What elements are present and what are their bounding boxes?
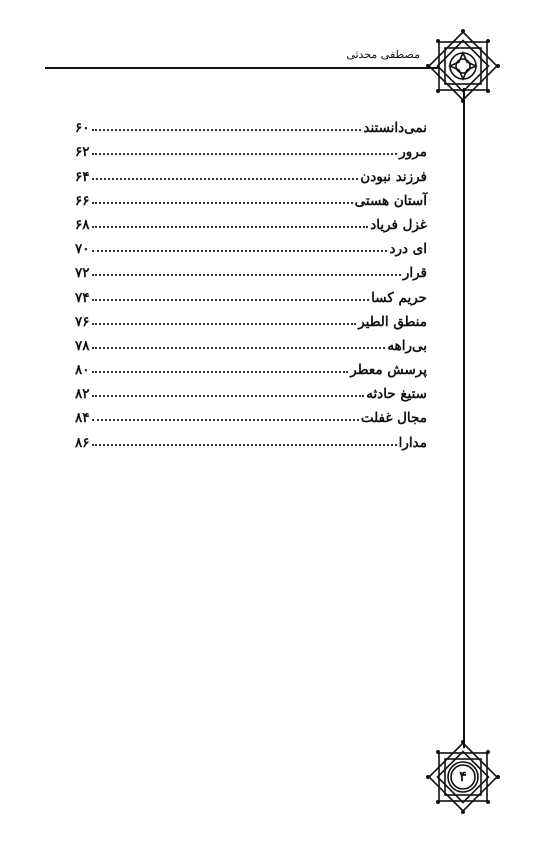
toc-entry[interactable] xyxy=(75,112,427,136)
toc-entry[interactable] xyxy=(75,354,427,378)
toc-entry-page: ۶۸ xyxy=(75,216,90,233)
toc-entry-page: ۷۲ xyxy=(75,265,90,282)
toc-leader-dots xyxy=(92,395,365,397)
toc-entry-title: مجال غفلت xyxy=(360,410,427,427)
toc-entry[interactable] xyxy=(75,281,427,305)
toc-leader-dots xyxy=(92,274,401,276)
toc-leader-dots xyxy=(92,226,369,228)
toc-entry-title: غزل فریاد xyxy=(370,216,427,233)
toc-leader-dots xyxy=(92,347,386,349)
toc-leader-dots xyxy=(92,202,353,204)
toc-entry-page: ۶۰ xyxy=(75,120,90,137)
toc-entry-page: ۷۰ xyxy=(75,241,90,258)
toc-entry-title: مدارا xyxy=(398,434,427,451)
toc-entry-page: ۷۶ xyxy=(75,313,90,330)
toc-entry-title: پرسش معطر xyxy=(350,362,427,379)
toc-entry-page: ۶۲ xyxy=(75,144,90,161)
toc-leader-dots xyxy=(92,323,357,325)
toc-entry[interactable] xyxy=(75,378,427,402)
toc-entry[interactable] xyxy=(75,233,427,257)
table-of-contents xyxy=(75,112,427,451)
toc-entry-page: ۸۴ xyxy=(75,410,90,427)
toc-entry-title: قرار xyxy=(402,265,427,282)
vertical-rule xyxy=(463,88,465,748)
toc-entry-title: منطق الطیر xyxy=(358,313,427,330)
toc-entry-title: مرور xyxy=(399,144,427,161)
page-number: ۴ xyxy=(459,769,467,785)
toc-entry-title: آستان هستی xyxy=(354,192,427,209)
toc-entry-title: ای درد xyxy=(389,241,427,258)
toc-entry[interactable] xyxy=(75,330,427,354)
toc-entry-page: ۸۲ xyxy=(75,386,90,403)
toc-entry[interactable] xyxy=(75,402,427,426)
header-author: مصطفی محدثی xyxy=(346,48,420,61)
toc-entry[interactable] xyxy=(75,160,427,184)
toc-entry-title: نمی‌دانستند xyxy=(363,120,427,137)
toc-entry[interactable] xyxy=(75,426,427,450)
toc-entry[interactable] xyxy=(75,257,427,281)
toc-leader-dots xyxy=(92,371,349,373)
toc-entry-title: بی‌راهه xyxy=(387,337,427,354)
toc-entry-page: ۶۴ xyxy=(75,168,90,185)
toc-entry-title: ستیغ حادثه xyxy=(366,386,427,403)
toc-leader-dots xyxy=(92,299,370,301)
toc-entry-title: حریم کسا xyxy=(371,289,427,306)
toc-entry[interactable] xyxy=(75,185,427,209)
toc-entry-page: ۷۴ xyxy=(75,289,90,306)
toc-entry-page: ۷۸ xyxy=(75,337,90,354)
toc-entry[interactable] xyxy=(75,306,427,330)
header-rule xyxy=(45,67,440,69)
toc-leader-dots xyxy=(92,250,388,252)
toc-leader-dots xyxy=(92,419,359,421)
toc-entry[interactable] xyxy=(75,209,427,233)
toc-leader-dots xyxy=(92,129,362,131)
toc-leader-dots xyxy=(92,444,397,446)
toc-entry-page: ۸۶ xyxy=(75,434,90,451)
ornament-top-icon xyxy=(423,26,503,106)
toc-leader-dots xyxy=(92,153,398,155)
toc-entry-title: فرزند نبودن xyxy=(360,168,427,185)
toc-leader-dots xyxy=(92,178,359,180)
toc-entry[interactable] xyxy=(75,136,427,160)
toc-entry-page: ۸۰ xyxy=(75,362,90,379)
toc-entry-page: ۶۶ xyxy=(75,192,90,209)
